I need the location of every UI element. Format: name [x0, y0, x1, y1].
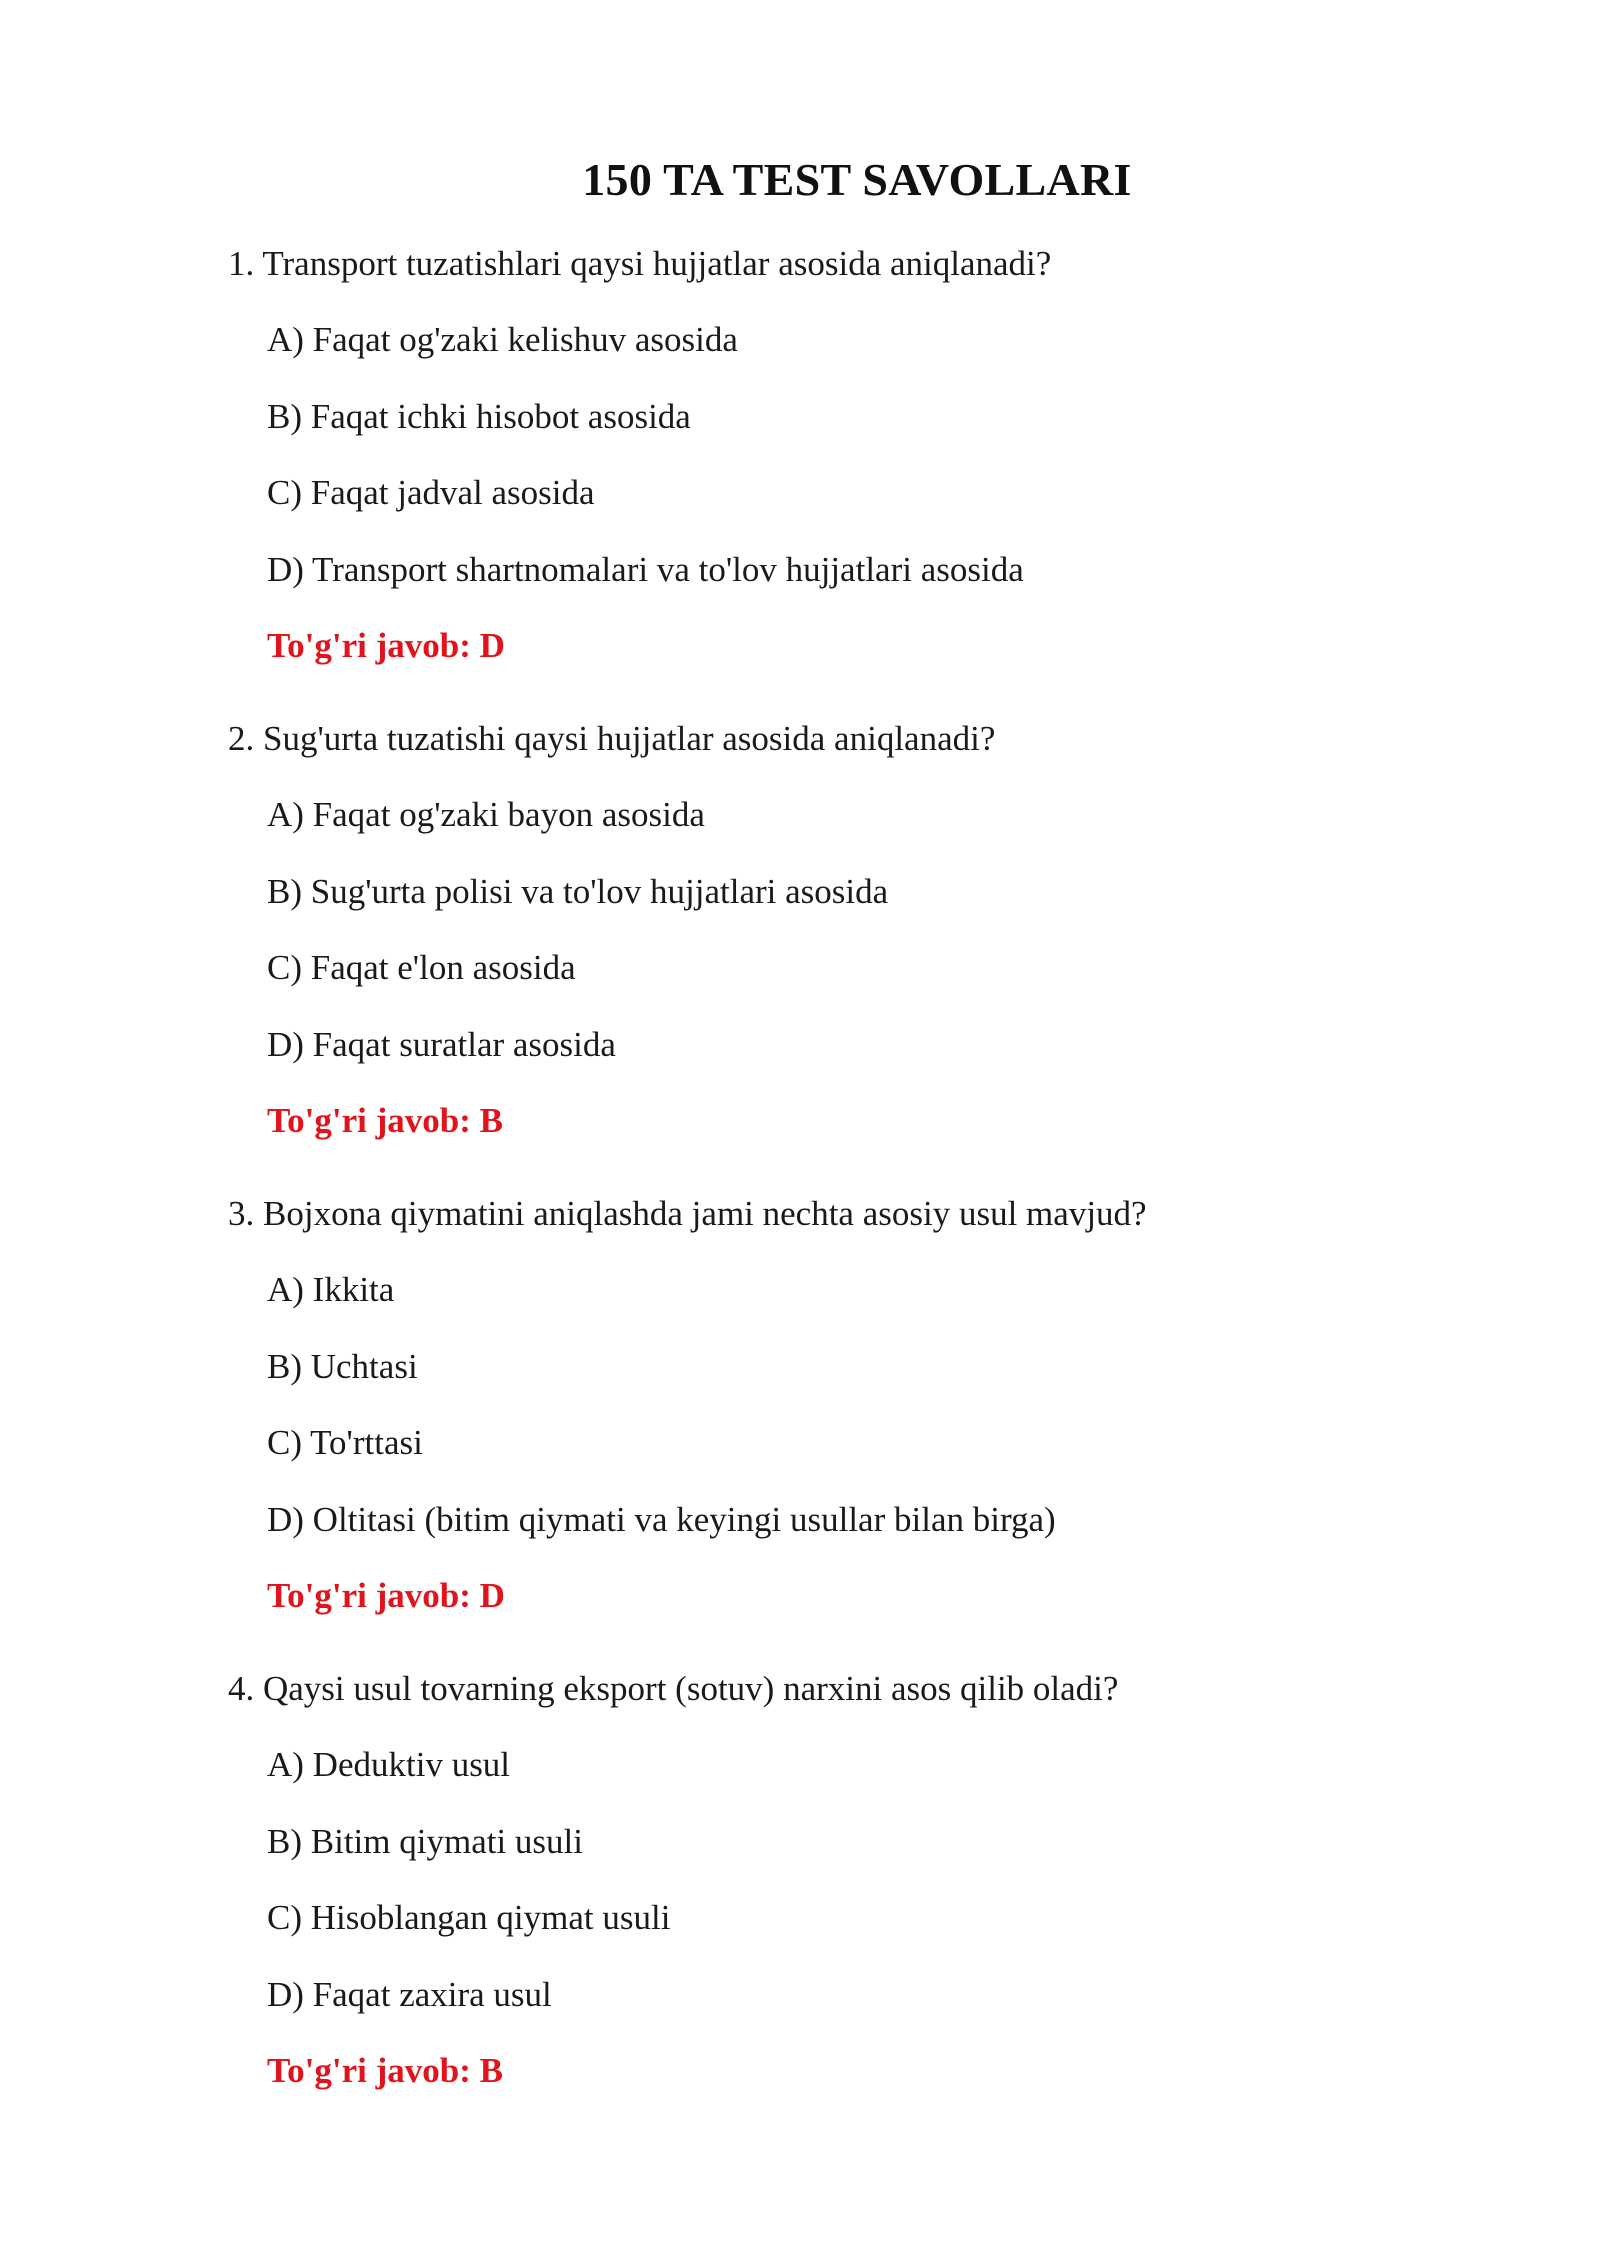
option-a: A) Deduktiv usul: [267, 1745, 511, 1784]
question-item-2: [228, 715, 1428, 1190]
question-item-3: [228, 1190, 1428, 1665]
question-item-1: [228, 240, 1428, 715]
option-d: D) Faqat suratlar asosida: [267, 1024, 616, 1064]
correct-answer-text: To'g'ri javob: D: [267, 1576, 505, 1615]
option-a: A) Faqat og'zaki bayon asosida: [267, 795, 705, 834]
option-b: B) Uchtasi: [267, 1346, 418, 1386]
option-b: B) Faqat ichki hisobot asosida: [267, 396, 691, 436]
option-a: A) Faqat og'zaki kelishuv asosida: [267, 320, 738, 359]
correct-answer-text: To'g'ri javob: B: [267, 1101, 503, 1140]
question-text: 4. Qaysi usul tovarning eksport (sotuv) narxini asos qilib oladi?: [228, 1669, 1119, 1708]
option-d: D) Faqat zaxira usul: [267, 1974, 552, 2014]
option-a: A) Ikkita: [267, 1270, 395, 1309]
correct-answer: [228, 2047, 1428, 2123]
correct-answer: [228, 1097, 1428, 1173]
option-d: D) Oltitasi (bitim qiymati va keyingi usullar bilan birga): [267, 1499, 1056, 1539]
correct-answer-text: To'g'ri javob: D: [267, 626, 505, 665]
option-d: D) Transport shartnomalari va to'lov hujjatlari asosida: [267, 549, 1024, 589]
option-c: C) Faqat jadval asosida: [267, 473, 595, 512]
correct-answer-text: To'g'ri javob: B: [267, 2051, 503, 2090]
option-c: C) To'rttasi: [267, 1423, 423, 1462]
correct-answer: [228, 1572, 1428, 1648]
question-list: [228, 240, 1428, 2140]
option-c: C) Hisoblangan qiymat usuli: [267, 1898, 671, 1937]
page-title: 150 TA TEST SAVOLLARI: [582, 154, 1132, 205]
option-b: B) Bitim qiymati usuli: [267, 1821, 583, 1861]
question-item-4: [228, 1665, 1428, 2140]
question-text: 3. Bojxona qiymatini aniqlashda jami nechta asosiy usul mavjud?: [228, 1194, 1147, 1233]
question-text: 1. Transport tuzatishlari qaysi hujjatlar asosida aniqlanadi?: [228, 244, 1052, 283]
correct-answer: [228, 622, 1428, 698]
option-c: C) Faqat e'lon asosida: [267, 948, 576, 987]
question-text: 2. Sug'urta tuzatishi qaysi hujjatlar asosida aniqlanadi?: [228, 719, 996, 758]
option-b: B) Sug'urta polisi va to'lov hujjatlari asosida: [267, 871, 889, 911]
